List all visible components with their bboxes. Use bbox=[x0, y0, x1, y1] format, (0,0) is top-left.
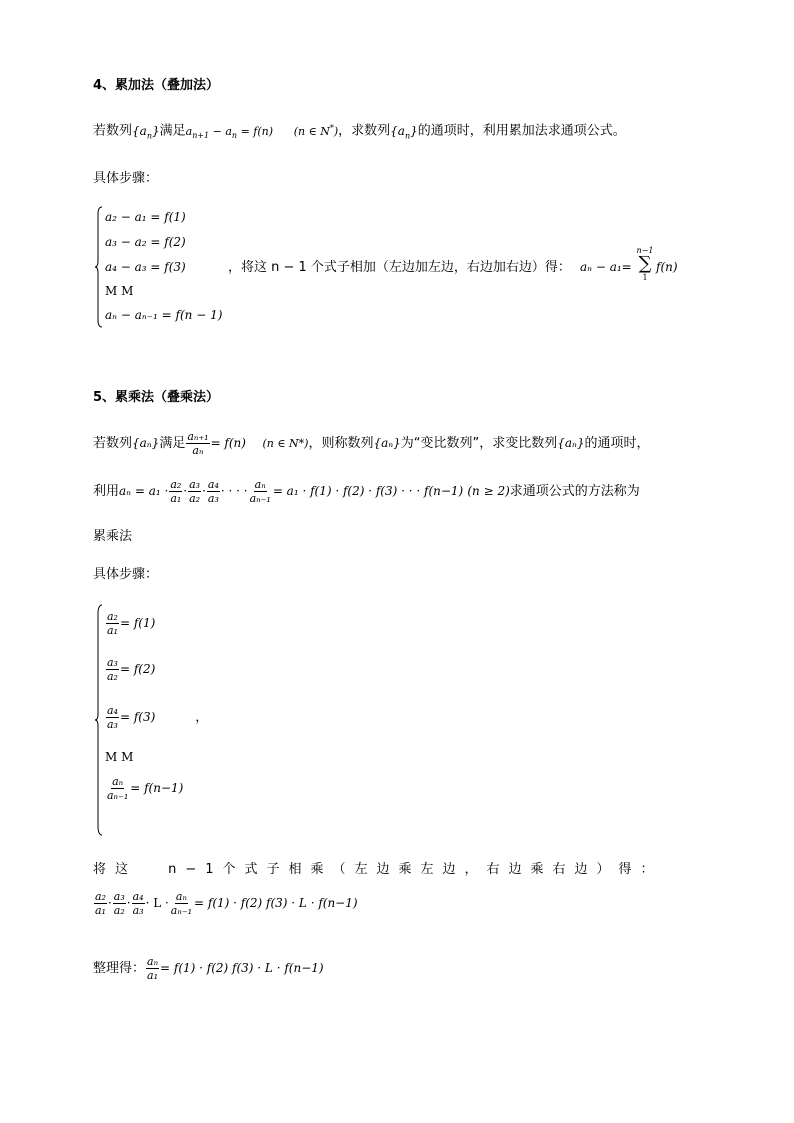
section-4-heading: 4、累加法（叠加法） bbox=[93, 78, 220, 93]
product-equation: $\frac{\text{a₂}}{\text{a₁}}$ · $\frac{\text{a₃}}{\text{a₂}}$ · $\frac{\text{a₄}}{\text{a₃}}$ · L · $\frac{\text{aₙ}}{\text{aₙ₋₁}}$ = f(1) · f(2) f(3) · L · f(n−1) bbox=[95, 890, 358, 917]
sequence-set: {aₙ} bbox=[132, 436, 160, 450]
domain-condition: (n ∈ N*) bbox=[293, 123, 339, 138]
intro-text: 若数列 bbox=[93, 123, 133, 139]
multiplication-explanation: 将这 n−1个式子相乘（左边乘左边，右边乘右边）得： bbox=[93, 862, 663, 877]
summation: n−1 ∑ 1 bbox=[636, 246, 654, 282]
accumulation-result-lhs: aₙ − a₁= bbox=[580, 260, 632, 274]
ratio-equation-1: $\frac{\text{a₂}}{\text{a₁}}$ = f(1) bbox=[107, 610, 156, 637]
intro-text: 的通项时，利用累加法求通项公式。 bbox=[417, 123, 626, 139]
accumulation-equation-2: a₃ − a₂ = f(2) bbox=[105, 235, 186, 249]
method-name: 累乘法 bbox=[93, 529, 133, 544]
section-4-intro bbox=[93, 123, 626, 141]
summation-body: f(n) bbox=[656, 260, 678, 274]
ratio-fraction: $\frac{\text{aₙ₊₁}}{\text{aₙ}}$ bbox=[187, 430, 209, 457]
section-5-intro: 若数列{aₙ}满足 $\frac{\text{aₙ₊₁}}{\text{aₙ}}$ = f(n) (n ∈ N*)，则称数列{aₙ}为“变比数列”，求变比数列{aₙ}的通项时， bbox=[93, 430, 650, 457]
section-5-use-formula: 利用aₙ = a₁ · $\frac{\text{a₂}}{\text{a₁}}$ · $\frac{\text{a₃}}{\text{a₂}}$ · $\frac{\text{a₄}}{\text{a₃}}$ · · · · $\frac{\text{aₙ}}{\text{aₙ₋₁}}$ = a₁ · f(1) · f(2) · f(3) · · · f(n−1) (n ≥ 2)求通项公式的方法称为 bbox=[93, 478, 640, 505]
section-5-steps-label: 具体步骤： bbox=[93, 567, 159, 582]
final-result: 整理得： $\frac{\text{aₙ}}{\text{a₁}}$ = f(1) · f(2) f(3) · L · f(n−1) bbox=[93, 955, 324, 982]
ratio-equation-3: $\frac{\text{a₄}}{\text{a₃}}$ = f(3) ， bbox=[107, 704, 209, 731]
accumulation-equation-n: aₙ − aₙ₋₁ = f(n − 1) bbox=[105, 308, 223, 322]
accumulation-explanation: ，将这 n − 1 个式子相加（左边加左边，右边加右边）得： bbox=[228, 260, 571, 275]
intro-text: 满足 bbox=[159, 123, 186, 139]
left-brace-icon bbox=[94, 604, 104, 836]
sequence-set: $\{a_n\}$ bbox=[390, 123, 418, 141]
sequence-set: {aₙ} bbox=[557, 436, 585, 450]
intro-text: ，求数列 bbox=[338, 123, 391, 139]
accumulation-equation-1: a₂ − a₁ = f(1) bbox=[105, 210, 186, 224]
ratio-ellipsis: M M bbox=[105, 750, 134, 764]
left-brace-icon bbox=[94, 206, 104, 328]
domain-condition: (n ∈ N*) bbox=[262, 437, 309, 450]
section-5-heading: 5、累乘法（叠乘法） bbox=[93, 390, 220, 405]
ratio-equation-n: $\frac{\text{aₙ}}{\text{aₙ₋₁}}$ = f(n−1) bbox=[107, 775, 184, 802]
accumulation-ellipsis: M M bbox=[105, 284, 134, 298]
section-4-steps-label: 具体步骤： bbox=[93, 171, 159, 186]
sequence-set: $\{a_n\}$ bbox=[132, 123, 160, 141]
recurrence-formula: $a_{n+1} - a_n = f(n)$ bbox=[185, 124, 274, 140]
accumulation-equation-3: a₄ − a₃ = f(3) bbox=[105, 260, 186, 274]
ratio-equation-2: $\frac{\text{a₃}}{\text{a₂}}$ = f(2) bbox=[107, 656, 156, 683]
sequence-set: {aₙ} bbox=[373, 436, 401, 450]
